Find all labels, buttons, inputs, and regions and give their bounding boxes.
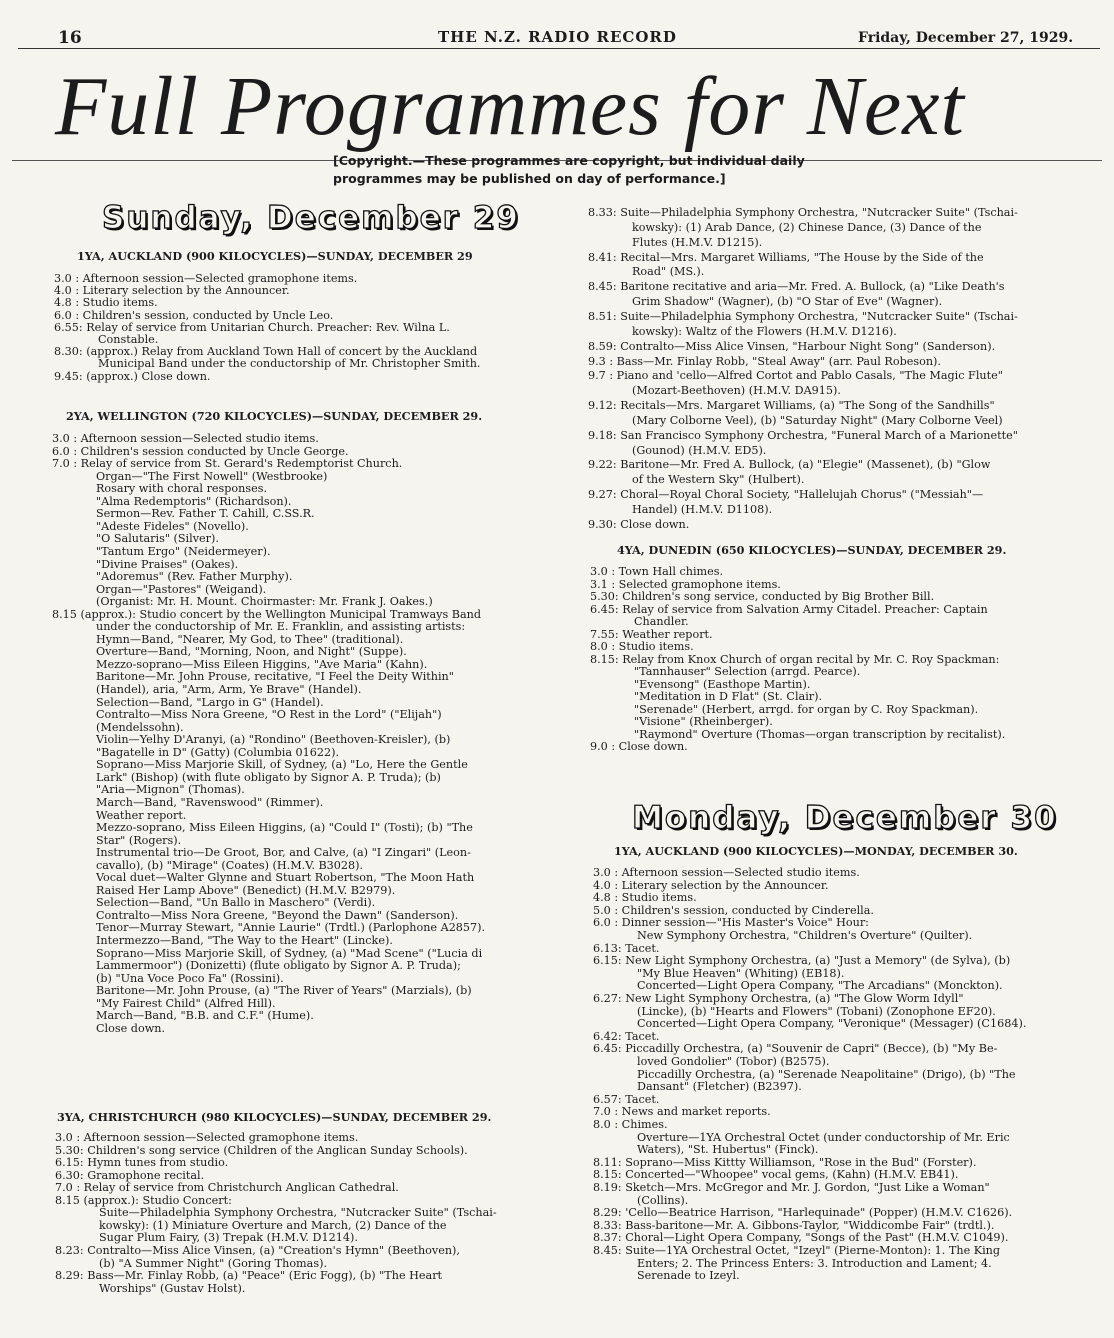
programme-line: Close down.: [96, 1021, 166, 1035]
programme-line: Road" (MS.).: [632, 265, 705, 279]
programme-line: Overture—1YA Orchestral Octet (under conductorship of Mr. Eric: [637, 1130, 1010, 1144]
station-heading: 1YA, AUCKLAND (900 KILOCYCLES)—SUNDAY, DECEMBER 29: [77, 249, 473, 263]
programme-line: Sugar Plum Fairy, (3) Trepak (H.M.V. D1214).: [99, 1231, 358, 1245]
programme-line: 4.0 : Literary selection by the Announcer.: [593, 878, 829, 892]
programme-line: 8.37: Choral—Light Opera Company, "Songs of the Past" (H.M.V. C1049).: [593, 1231, 1009, 1245]
station-heading: 4YA, DUNEDIN (650 KILOCYCLES)—SUNDAY, DECEMBER 29.: [617, 543, 1007, 557]
programme-line: Lammermoor") (Donizetti) (flute obligato by Signor A. P. Truda);: [96, 959, 461, 973]
programme-line: Enters; 2. The Princess Enters: 3. Introduction and Lament; 4.: [637, 1256, 992, 1270]
programme-line: "Divine Praises" (Oakes).: [96, 557, 239, 571]
programme-line: Overture—Band, "Morning, Noon, and Night" (Suppe).: [96, 645, 407, 659]
programme-line: 8.29: Bass—Mr. Finlay Robb, (a) "Peace" (Eric Fogg), (b) "The Heart: [55, 1269, 443, 1283]
programme-line: (Gounod) (H.M.V. ED5).: [632, 443, 767, 457]
programme-line: of the Western Sky" (Hulbert).: [632, 473, 805, 487]
programme-line: 8.51: Suite—Philadelphia Symphony Orchestra, "Nutcracker Suite" (Tschai-: [588, 309, 1018, 323]
programme-line: 9.3 : Bass—Mr. Finlay Robb, "Steal Away" (arr. Paul Robeson).: [588, 354, 941, 368]
programme-line: New Symphony Orchestra, "Children's Overture" (Quilter).: [637, 929, 973, 942]
programme-line: Organ—"Pastores" (Weigand).: [96, 582, 267, 596]
programme-line: Serenade to Izeyl.: [637, 1269, 740, 1283]
programme-line: 8.30: (approx.) Relay from Auckland Town Hall of concert by the Auckland: [54, 345, 478, 359]
programme-line: 8.19: Sketch—Mrs. McGregor and Mr. J. Gordon, "Just Like a Woman": [593, 1181, 990, 1194]
programme-line: "Serenade" (Herbert, arrgd. for organ by C. Roy Spackman).: [634, 702, 979, 716]
programme-line: "Aria—Mignon" (Thomas).: [96, 783, 245, 797]
programme-line: 8.15 (approx.): Studio Concert:: [55, 1193, 232, 1207]
programme-line: 5.30: Children's song service (Children of the Anglican Sunday Schools).: [55, 1143, 468, 1157]
programme-line: Vocal duet—Walter Glynne and Stuart Robertson, "The Moon Hath: [96, 871, 475, 885]
programme-line: kowsky): (1) Miniature Overture and March, (2) Dance of the: [99, 1218, 447, 1232]
programme-line: 8.45: Suite—1YA Orchestral Octet, "Izeyl" (Pierne-Monton): 1. The King: [593, 1244, 1001, 1257]
programme-line: 7.55: Weather report.: [590, 627, 713, 641]
programme-line: (Lincke), (b) "Hearts and Flowers" (Tobani) (Zonophone EF20).: [637, 1004, 996, 1018]
page-header: [0, 0, 1114, 50]
programme-line: Soprano—Miss Marjorie Skill, of Sydney, (a) "Mad Scene" ("Lucia di: [96, 946, 483, 960]
programme-line: 8.15 (approx.): Studio concert by the Wellington Municipal Tramways Band: [52, 607, 482, 621]
programme-line: March—Band, "Ravenswood" (Rimmer).: [96, 795, 324, 809]
programme-line: 6.55: Relay of service from Unitarian Church. Preacher: Rev. Wilna L.: [54, 320, 450, 334]
programme-line: 9.22: Baritone—Mr. Fred A. Bullock, (a) "Elegie" (Massenet), (b) "Glow: [588, 458, 991, 472]
programme-line: Concerted—Light Opera Company, "The Arcadians" (Monckton).: [637, 979, 1003, 993]
programme-line: "Tantum Ergo" (Neidermeyer).: [96, 544, 271, 558]
programme-line: Contralto—Miss Nora Greene, "O Rest in the Lord" ("Elijah"): [96, 708, 442, 722]
programme-line: 4.0 : Literary selection by the Announcer.: [54, 284, 290, 298]
programme-line: March—Band, "B.B. and C.F." (Hume).: [96, 1009, 314, 1023]
programme-line: Raised Her Lamp Above" (Benedict) (H.M.V. B2979).: [96, 883, 396, 897]
programme-line: (Mozart-Beethoven) (H.M.V. DA915).: [632, 384, 841, 398]
programme-line: "Meditation in D Flat" (St. Clair).: [634, 690, 823, 703]
programme-line: Chandler.: [634, 615, 689, 628]
programme-line: 8.45: Baritone recitative and aria—Mr. Fred. A. Bullock, (a) "Like Death's: [588, 280, 1005, 294]
programme-line: Sermon—Rev. Father T. Cahill, C.SS.R.: [96, 507, 315, 521]
programme-line: (Mary Colborne Veel), (b) "Saturday Night" (Mary Colborne Veel): [632, 413, 1003, 427]
programme-line: 6.0 : Children's session conducted by Uncle George.: [52, 444, 349, 458]
programme-line: (b) "A Summer Night" (Goring Thomas).: [99, 1256, 327, 1270]
programme-line: Lark" (Bishop) (with flute obligato by Signor A. P. Truda); (b): [96, 770, 441, 784]
programme-line: 3.0 : Town Hall chimes.: [590, 565, 724, 578]
header-rule: [18, 48, 1100, 49]
programme-line: Weather report.: [96, 808, 187, 822]
programme-line: Dansant" (Fletcher) (B2397).: [637, 1080, 802, 1094]
programme-line: (Handel), aria, "Arm, Arm, Ye Brave" (Handel).: [96, 683, 362, 696]
programme-line: Instrumental trio—De Groot, Bor, and Calve, (a) "I Zingari" (Leon-: [96, 846, 471, 860]
programme-line: (b) "Una Voce Poco Fa" (Rossini).: [96, 971, 284, 985]
programme-line: 5.30: Children's song service, conducted by Big Brother Bill.: [590, 590, 935, 603]
programme-line: Star" (Rogers).: [96, 833, 182, 847]
programme-line: Mezzo-soprano—Miss Eileen Higgins, "Ave Maria" (Kahn).: [96, 657, 428, 671]
programme-line: 3.0 : Afternoon session—Selected studio items.: [593, 866, 860, 879]
programme-line: 8.15: Relay from Knox Church of organ recital by Mr. C. Roy Spackman:: [590, 652, 1000, 666]
programme-line: "Adeste Fideles" (Novello).: [96, 519, 249, 533]
programme-line: 6.15: New Light Symphony Orchestra, (a) "Just a Memory" (de Sylva), (b): [593, 954, 1011, 968]
programme-line: 9.7 : Piano and 'cello—Alfred Cortot and Pablo Casals, "The Magic Flute": [588, 369, 1003, 383]
programme-line: Waters), "St. Hubertus" (Finck).: [637, 1143, 819, 1157]
programme-line: 6.42: Tacet.: [593, 1029, 660, 1043]
programme-line: 7.0 : Relay of service from Christchurch Anglican Cathedral.: [55, 1181, 399, 1195]
programme-line: "Raymond" Overture (Thomas—organ transcription by recitalist).: [634, 727, 1006, 741]
programme-line: 6.0 : Children's session, conducted by Uncle Leo.: [54, 308, 334, 322]
programme-line: 8.0 : Chimes.: [593, 1118, 668, 1131]
programme-line: Piccadilly Orchestra, (a) "Serenade Neapolitaine" (Drigo), (b) "The: [637, 1067, 1016, 1081]
programme-line: Intermezzo—Band, "The Way to the Heart" (Lincke).: [96, 934, 393, 947]
programme-line: 8.33: Suite—Philadelphia Symphony Orchestra, "Nutcracker Suite" (Tschai-: [588, 206, 1018, 219]
programme-line: Flutes (H.M.V. D1215).: [632, 235, 763, 249]
programme-line: Grim Shadow" (Wagner), (b) "O Star of Eve" (Wagner).: [632, 295, 943, 309]
programme-line: Worships" (Gustav Holst).: [99, 1281, 246, 1295]
programme-line: 6.57: Tacet.: [593, 1092, 660, 1106]
programme-line: 9.12: Recitals—Mrs. Margaret Williams, (a) "The Song of the Sandhills": [588, 399, 995, 413]
programme-line: 9.27: Choral—Royal Choral Society, "Hallelujah Chorus" ("Messiah"—: [588, 488, 984, 502]
station-heading: 2YA, WELLINGTON (720 KILOCYCLES)—SUNDAY, DECEMBER 29.: [66, 409, 483, 423]
programme-line: Organ—"The First Nowell" (Westbrooke): [96, 469, 328, 483]
programme-line: 6.13: Tacet.: [593, 941, 660, 955]
programme-line: Suite—Philadelphia Symphony Orchestra, "Nutcracker Suite" (Tschai-: [99, 1206, 497, 1220]
day-title: Sunday, December 29: [102, 200, 520, 236]
programme-line: 7.0 : Relay of service from St. Gerard's Redemptorist Church.: [52, 457, 403, 471]
station-heading: 1YA, AUCKLAND (900 KILOCYCLES)—MONDAY, DECEMBER 30.: [614, 844, 1018, 858]
programme-line: cavallo), (b) "Mirage" (Coates) (H.M.V. B3028).: [96, 858, 364, 872]
programme-line: 6.0 : Dinner session—"His Master's Voice" Hour:: [593, 916, 869, 930]
programme-line: "Tannhauser" Selection (arrgd. Pearce).: [634, 665, 861, 678]
programme-line: "O Salutaris" (Silver).: [96, 532, 219, 546]
programme-line: 4.8 : Studio items.: [593, 891, 697, 905]
programme-line: "Adoremus" (Rev. Father Murphy).: [96, 570, 293, 584]
programme-line: Selection—Band, "Largo in G" (Handel).: [96, 695, 324, 709]
programme-line: Mezzo-soprano, Miss Eileen Higgins, (a) "Could I" (Tosti); (b) "The: [96, 821, 473, 835]
programme-line: "Evensong" (Easthope Martin).: [634, 677, 811, 691]
programme-line: 9.18: San Francisco Symphony Orchestra, "Funeral March of a Marionette": [588, 428, 1018, 442]
programme-line: Municipal Band under the conductorship of Mr. Christopher Smith.: [98, 357, 481, 371]
programme-line: 3.0 : Afternoon session—Selected gramophone items.: [54, 272, 358, 285]
programme-line: 8.15: Concerted—"Whoopee" vocal gems, (Kahn) (H.M.V. EB41).: [593, 1168, 959, 1182]
programme-line: 6.30: Gramophone recital.: [55, 1168, 205, 1182]
programme-line: Selection—Band, "Un Ballo in Maschero" (Verdi).: [96, 896, 376, 910]
programme-line: 4.8 : Studio items.: [54, 296, 158, 310]
programme-line: "Alma Redemptoris" (Richardson).: [96, 494, 292, 508]
programme-line: "Bagatelle in D" (Gatty) (Columbia 01622).: [96, 745, 340, 759]
issue-date: Friday, December 27, 1929.: [858, 30, 1074, 46]
programme-line: 8.0 : Studio items.: [590, 640, 694, 653]
publication-title: THE N.Z. RADIO RECORD: [438, 28, 677, 46]
programme-line: 9.0 : Close down.: [590, 740, 688, 753]
programme-line: 5.0 : Children's session, conducted by Cinderella.: [593, 903, 874, 917]
programme-line: 8.11: Soprano—Miss Kittty Williamson, "Rose in the Bud" (Forster).: [593, 1155, 977, 1169]
programme-line: 8.41: Recital—Mrs. Margaret Williams, "The House by the Side of the: [588, 250, 984, 264]
programme-line: (Mendelssohn).: [96, 720, 184, 734]
page-number: 16: [58, 28, 82, 48]
station-heading: 3YA, CHRISTCHURCH (980 KILOCYCLES)—SUNDAY, DECEMBER 29.: [57, 1110, 492, 1124]
programme-line: 6.15: Hymn tunes from studio.: [55, 1156, 229, 1170]
day-title: Monday, December 30: [632, 800, 1058, 836]
programme-line: 7.0 : News and market reports.: [593, 1105, 771, 1119]
programme-line: 8.23: Contralto—Miss Alice Vinsen, (a) "Creation's Hymn" (Beethoven),: [55, 1243, 460, 1257]
programme-line: loved Gondolier" (Tobor) (B2575).: [637, 1055, 830, 1068]
programme-line: 8.59: Contralto—Miss Alice Vinsen, "Harbour Night Song" (Sanderson).: [588, 339, 996, 353]
programme-line: 9.30: Close down.: [588, 517, 690, 531]
programme-line: 6.27: New Light Symphony Orchestra, (a) "The Glow Worm Idyll": [593, 992, 964, 1005]
programme-line: Violin—Yelhy D'Aranyi, (a) "Rondino" (Beethoven-Kreisler), (b): [96, 733, 451, 747]
programme-line: Contralto—Miss Nora Greene, "Beyond the Dawn" (Sanderson).: [96, 908, 459, 922]
copyright-notice: [Copyright.—These programmes are copyright, but individual daily programmes may be published on day of performance.]: [333, 153, 805, 186]
programme-line: 9.45: (approx.) Close down.: [54, 369, 211, 383]
programme-line: (Collins).: [637, 1193, 689, 1207]
programme-line: 6.45: Relay of service from Salvation Army Citadel. Preacher: Captain: [590, 602, 988, 616]
programme-line: Rosary with choral responses.: [96, 482, 268, 496]
programme-line: Constable.: [98, 333, 159, 346]
programme-line: 3.0 : Afternoon session—Selected gramophone items.: [55, 1131, 359, 1144]
programme-line: (Organist: Mr. H. Mount. Choirmaster: Mr. Frank J. Oakes.): [96, 595, 433, 609]
programme-line: 8.33: Bass-baritone—Mr. A. Gibbons-Taylor, "Widdicombe Fair" (trdtl.).: [593, 1218, 995, 1232]
programme-line: 3.1 : Selected gramophone items.: [590, 577, 781, 591]
programme-line: Tenor—Murray Stewart, "Annie Laurie" (Trdtl.) (Parlophone A2857).: [96, 921, 486, 935]
programme-line: Handel) (H.M.V. D1108).: [632, 503, 773, 516]
programme-line: kowsky): (1) Arab Dance, (2) Chinese Dance, (3) Dance of the: [632, 220, 982, 234]
programme-line: 8.29: 'Cello—Beatrice Harrison, "Harlequinade" (Popper) (H.M.V. C1626).: [593, 1206, 1013, 1220]
programme-line: Soprano—Miss Marjorie Skill, of Sydney, (a) "Lo, Here the Gentle: [96, 758, 468, 772]
programme-line: under the conductorship of Mr. E. Franklin, and assisting artists:: [96, 620, 466, 634]
programme-line: Hymn—Band, "Nearer, My God, to Thee" (traditional).: [96, 632, 404, 646]
programme-line: Baritone—Mr. John Prouse, (a) "The River of Years" (Marzials), (b): [96, 984, 472, 998]
programme-line: Baritone—Mr. John Prouse, recitative, "I Feel the Deity Within": [96, 670, 454, 684]
programme-line: Concerted—Light Opera Company, "Veronique" (Messager) (C1684).: [637, 1017, 1027, 1031]
programme-line: kowsky): Waltz of the Flowers (H.M.V. D1216).: [632, 324, 897, 338]
programme-line: "My Fairest Child" (Alfred Hill).: [96, 996, 276, 1010]
programme-line: "My Blue Heaven" (Whiting) (EB18).: [637, 966, 845, 980]
programme-line: 3.0 : Afternoon session—Selected studio items.: [52, 432, 319, 445]
programme-line: "Visione" (Rheinberger).: [634, 715, 773, 728]
programme-line: 6.45: Piccadilly Orchestra, (a) "Souvenir de Capri" (Becce), (b) "My Be-: [593, 1042, 998, 1056]
banner-title: Full Programmes for Next: [55, 60, 965, 153]
